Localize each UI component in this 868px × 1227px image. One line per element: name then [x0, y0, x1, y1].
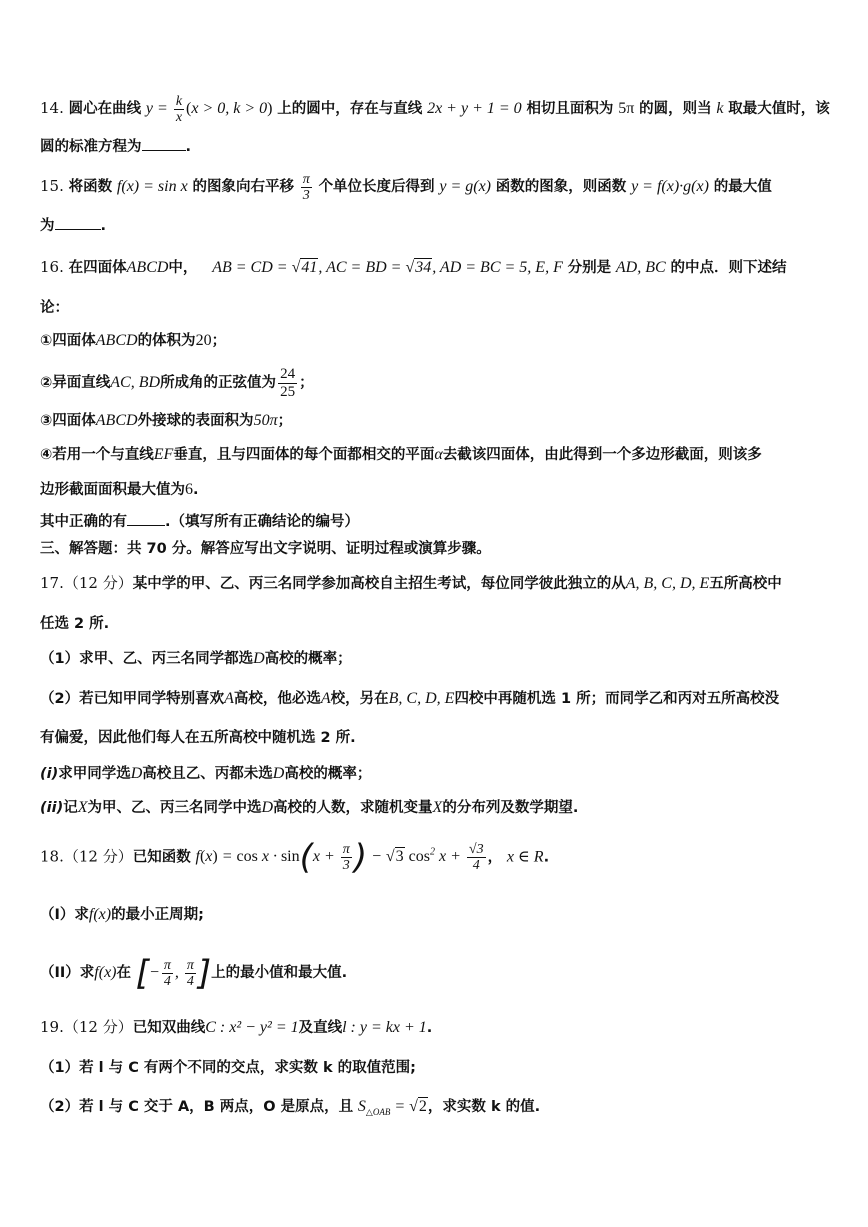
q15-g: y = g(x) — [439, 178, 491, 196]
q17-text: 某中学的甲、乙、丙三名同学参加高校自主招生考试，每位同学彼此独立的从 — [132, 576, 626, 592]
q17-text: 求甲同学选 — [58, 766, 131, 782]
q17-line2: 任选 2 所. — [40, 616, 110, 632]
q19-line1 — [40, 1016, 432, 1039]
q16-abcd: ABCD — [95, 412, 138, 429]
q17-d: D — [130, 765, 143, 782]
q17-text: 的分布列及数学期望. — [442, 800, 579, 816]
q16-statement-3 — [40, 409, 292, 432]
q16-text: 论： — [40, 300, 69, 316]
q18-points: （12 分） — [63, 847, 133, 866]
q14-text: 相切且面积为 — [526, 101, 614, 118]
q17-text: 五所高校中 — [709, 576, 782, 592]
q18-interval: [− $\frac{\pi}{4}$ , $\frac{\pi}{4}$ ] — [135, 953, 212, 994]
q14-text: 圆心在曲线 — [68, 101, 142, 118]
q19-text: 及直线 — [298, 1020, 343, 1036]
q16-text: 外接球的表面积为 — [137, 413, 254, 429]
q17-bcde: B, C, D, E — [388, 690, 455, 707]
q17-part2-i — [40, 762, 371, 785]
q16-statement-1 — [40, 329, 226, 352]
q17-x: X — [77, 799, 88, 816]
q14-line-formula: 2x + y + 1 = 0 — [427, 100, 522, 118]
q16-skew-lines: AC, BD — [110, 374, 161, 392]
q18-part1 — [40, 903, 204, 926]
q14-curve-formula: y = $\frac{k}{x}$ (x > 0, k > 0) — [145, 94, 273, 125]
q17-d: D — [272, 765, 285, 782]
q17-ii-label: (ii) — [40, 800, 64, 816]
q16-text: ； — [299, 375, 314, 392]
q16-text: ； — [211, 333, 227, 349]
q17-d: D — [253, 650, 265, 667]
q19-points: （12 分） — [63, 1018, 133, 1036]
q16-text: 边形截面面积最大值为 — [40, 482, 185, 498]
q16-text: ③四面体 — [40, 413, 96, 429]
q16-line2 — [40, 296, 69, 319]
q16-text: ④若用一个与直线 — [40, 447, 154, 463]
q14-line2 — [40, 135, 191, 158]
q18-text: （II）求 — [40, 965, 95, 982]
q18-fx: f(x) — [88, 906, 112, 923]
q16-sphere-area: 50π — [253, 412, 278, 429]
q14-number: 14. — [40, 99, 64, 118]
q17-schools: A, B, C, D, E — [625, 575, 710, 592]
q15-text: 个单位长度后得到 — [318, 179, 435, 196]
q16-text: 中， — [168, 260, 198, 276]
q15-product: y = f(x)·g(x) — [631, 178, 709, 196]
q18-text: 在 — [116, 965, 131, 982]
q16-number: 16. — [40, 258, 64, 276]
q19-area: $S_{\triangle OAB} = √2$ — [357, 1098, 427, 1118]
q16-edges: AB = CD = √41, AC = BD = √34, AD = BC = 5, E, F — [212, 259, 563, 276]
q16-ef: EF — [153, 446, 174, 463]
q18-function: f(x) = cos x · sin(x + $\frac{\pi}{3}$ ) − √3 $\cos^2 x$ + $\frac{√3}{4}$ — [195, 837, 484, 878]
q15-line1 — [40, 172, 772, 203]
q16-abcd: ABCD — [126, 259, 169, 276]
q19-text: . — [426, 1020, 433, 1036]
q14-line1 — [40, 94, 830, 125]
q14-end: . — [185, 139, 192, 155]
q18-text: . — [543, 849, 550, 866]
q16-text: 的体积为 — [137, 333, 196, 349]
q15-shift: $\frac{\pi}{3}$ — [302, 172, 310, 203]
q16-text: .（填写所有正确结论的编号） — [165, 514, 360, 530]
q18-text: 的最小正周期; — [111, 907, 204, 923]
q16-text: 垂直，且与四面体的每个面都相交的平面 — [173, 447, 435, 463]
q17-i-label: (i) — [40, 766, 59, 782]
q16-max-area: 6 — [185, 481, 193, 498]
q18-part2 — [40, 953, 348, 994]
q17-text: 高校，他必选 — [233, 691, 321, 707]
q19-text: （2）若 l 与 C 交于 A，B 两点，O 是原点，且 — [40, 1099, 354, 1115]
q16-midpoints: AD, BC — [615, 259, 666, 276]
q18-domain: x ∈ R — [506, 848, 544, 866]
q15-end: . — [100, 218, 107, 234]
q19-line: l : y = kx + 1 — [342, 1019, 427, 1036]
q19-hyperbola: C : x² − y² = 1 — [205, 1019, 299, 1036]
q15-text: 函数的图象，则函数 — [495, 179, 627, 196]
section-heading: 三、解答题：共 70 分。解答应写出文字说明、证明过程或演算步骤。 — [40, 541, 491, 557]
q14-k: k — [716, 100, 724, 118]
q15-text: 为 — [40, 218, 55, 234]
q15-line2 — [40, 214, 106, 237]
q16-text: 分别是 — [567, 260, 612, 276]
q18-number: 18. — [40, 847, 64, 866]
q17-part1 — [40, 647, 352, 670]
q17-part2-cont: 有偏爱，因此他们每人在五所高校中随机选 2 所. — [40, 730, 356, 746]
q15-answer-blank[interactable] — [55, 215, 101, 230]
q14-answer-blank[interactable] — [142, 136, 186, 151]
q17-text: 高校且乙、丙都未选 — [142, 766, 273, 782]
q18-text: （I）求 — [40, 907, 89, 923]
q16-text: 在四面体 — [68, 260, 127, 276]
q17-text: 校，另在 — [330, 691, 389, 707]
q16-statement-4-cont — [40, 478, 199, 501]
q16-text: ； — [277, 413, 293, 429]
q14-text: 上的圆中，存在与直线 — [277, 101, 423, 118]
q19-text: 已知双曲线 — [132, 1020, 206, 1036]
q16-line1 — [40, 256, 786, 279]
q17-text: （1）求甲、乙、丙三名同学都选 — [40, 651, 254, 667]
q15-text: 将函数 — [68, 179, 113, 196]
q17-points: （12 分） — [63, 574, 133, 592]
q14-text: 取最大值时，该 — [728, 101, 830, 118]
q17-x: X — [432, 799, 443, 816]
q16-alpha: α — [434, 446, 443, 463]
q19-number: 19. — [40, 1018, 64, 1036]
q17-a: A — [320, 690, 331, 707]
q17-text: （2）若已知甲同学特别喜欢 — [40, 691, 225, 707]
q17-part2 — [40, 687, 779, 710]
q14-area-value: 5π — [618, 100, 635, 118]
q16-sine-value: $\frac{24}{25}$ — [280, 366, 296, 400]
q18-text: ， — [487, 849, 503, 866]
q16-statement-4 — [40, 443, 762, 466]
q17-line1 — [40, 572, 782, 595]
q17-text: 记 — [63, 800, 78, 816]
q16-ask — [40, 510, 359, 533]
q16-text: 所成角的正弦值为 — [160, 375, 277, 392]
q17-text: 高校的人数，求随机变量 — [273, 800, 433, 816]
q18-text: 上的最小值和最大值. — [211, 965, 348, 982]
q14-text: 的圆，则当 — [639, 101, 712, 118]
q16-answer-blank[interactable] — [127, 511, 165, 526]
q15-text: 的最大值 — [713, 179, 772, 196]
q18-fx: f(x) — [94, 964, 117, 982]
q15-text: 的图象向右平移 — [192, 179, 294, 196]
q17-part2-ii — [40, 796, 578, 819]
q16-text: . — [193, 482, 199, 498]
q17-d: D — [261, 799, 274, 816]
q19-part2 — [40, 1095, 540, 1123]
q18-text: 已知函数 — [132, 849, 191, 866]
q17-text: 为甲、乙、丙三名同学中选 — [87, 800, 262, 816]
q17-text: 高校的概率； — [264, 651, 352, 667]
q16-text: ①四面体 — [40, 333, 96, 349]
q18-line1 — [40, 837, 550, 878]
q17-number: 17. — [40, 574, 64, 592]
q16-volume: 20 — [195, 332, 212, 349]
q17-text: 高校的概率； — [284, 766, 372, 782]
q16-text: 去截该四面体，由此得到一个多边形截面，则该多 — [442, 447, 762, 463]
q19-part1: （1）若 l 与 C 有两个不同的交点，求实数 k 的取值范围; — [40, 1060, 416, 1076]
q16-statement-2 — [40, 366, 314, 401]
q15-function: f(x) = sin x — [116, 178, 188, 196]
q17-a: A — [224, 690, 234, 707]
q14-text: 圆的标准方程为 — [40, 139, 142, 155]
q16-text: ②异面直线 — [40, 375, 111, 392]
q16-text: 的中点．则下述结 — [670, 260, 787, 276]
q19-text: ，求实数 k 的值. — [427, 1099, 541, 1115]
q15-number: 15. — [40, 177, 64, 196]
q17-text: 四校中再随机选 1 所；而同学乙和丙对五所高校没 — [454, 691, 780, 707]
q16-abcd: ABCD — [95, 332, 138, 349]
q16-text: 其中正确的有 — [40, 514, 127, 530]
